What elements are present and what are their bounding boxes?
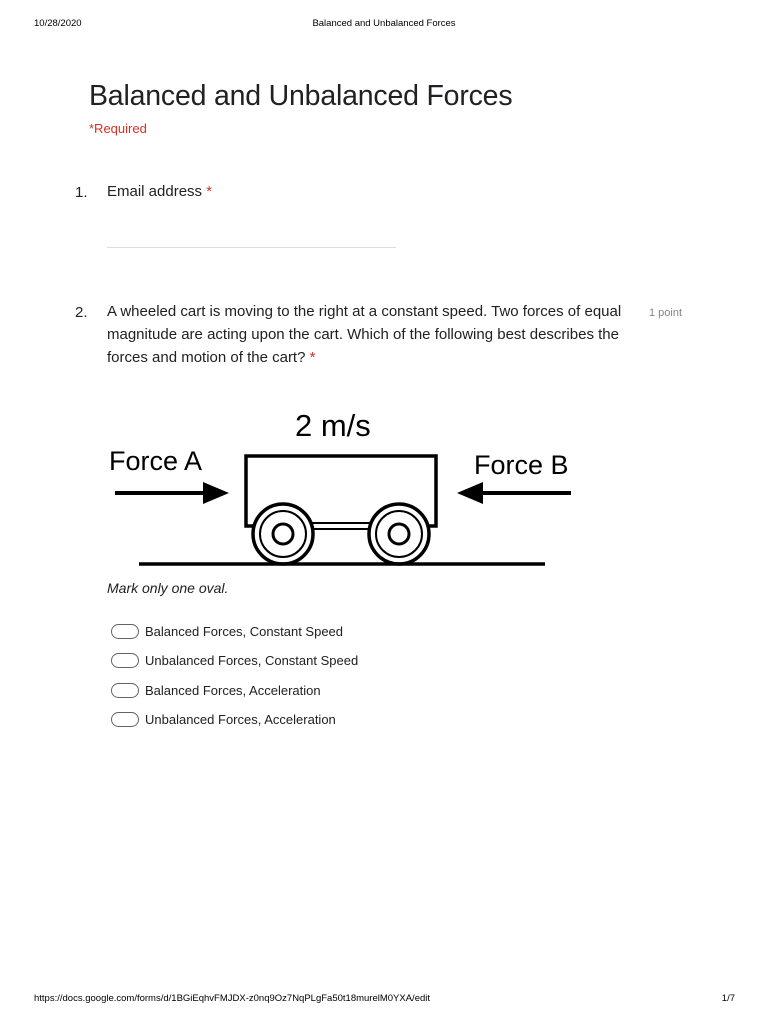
question-1-text — [107, 180, 212, 203]
radio-oval[interactable] — [111, 683, 139, 698]
print-date: 10/28/2020 — [34, 18, 82, 29]
print-title: Balanced and Unbalanced Forces — [312, 18, 456, 29]
question-2-line: A wheeled cart is moving to the right at a constant speed. Two forces of equal — [107, 303, 622, 320]
print-footer — [0, 993, 768, 1007]
points-label: 1 point — [649, 307, 683, 319]
option-balanced-constant[interactable] — [111, 617, 358, 646]
email-field[interactable] — [107, 247, 396, 248]
option-unbalanced-constant[interactable] — [111, 646, 358, 675]
question-2-text — [107, 300, 621, 369]
force-a-arrow — [115, 482, 229, 504]
page-number: 1/7 — [721, 993, 735, 1004]
force-b-arrow — [457, 482, 571, 504]
option-unbalanced-acceleration[interactable] — [111, 705, 358, 734]
required-note: *Required — [89, 121, 147, 136]
option-label: Unbalanced Forces, Constant Speed — [145, 653, 359, 669]
speed-label: 2 m/s — [295, 408, 371, 443]
option-balanced-acceleration[interactable] — [111, 676, 358, 705]
radio-oval[interactable] — [111, 653, 139, 668]
print-url: https://docs.google.com/forms/d/1BGiEqhvFMJDX-z0nq9Oz7NqPLgFa50t18murelM0YXA/edit — [34, 993, 431, 1004]
instruction-text: Mark only one oval. — [107, 580, 229, 596]
force-b-label: Force B — [474, 450, 569, 480]
force-a-label: Force A — [109, 446, 203, 476]
question-1-label: Email address — [107, 183, 203, 200]
question-2-line: magnitude are acting upon the cart. Which of the following best describes the — [107, 326, 619, 343]
radio-oval[interactable] — [111, 624, 139, 639]
question-2-number: 2. — [75, 304, 88, 321]
left-wheel — [253, 504, 313, 564]
option-label: Unbalanced Forces, Acceleration — [145, 712, 336, 728]
radio-oval[interactable] — [111, 712, 139, 727]
right-wheel — [369, 504, 429, 564]
question-2-line-text: forces and motion of the cart? — [107, 349, 306, 366]
cart-force-diagram — [105, 402, 590, 570]
print-header — [0, 18, 768, 32]
question-1-number: 1. — [75, 184, 88, 201]
form-title: Balanced and Unbalanced Forces — [89, 80, 513, 112]
required-asterisk: * — [309, 349, 316, 366]
required-asterisk: * — [206, 183, 213, 200]
option-label: Balanced Forces, Acceleration — [145, 682, 321, 698]
radio-options — [111, 617, 358, 734]
option-label: Balanced Forces, Constant Speed — [145, 624, 344, 640]
question-2-line — [107, 346, 621, 369]
